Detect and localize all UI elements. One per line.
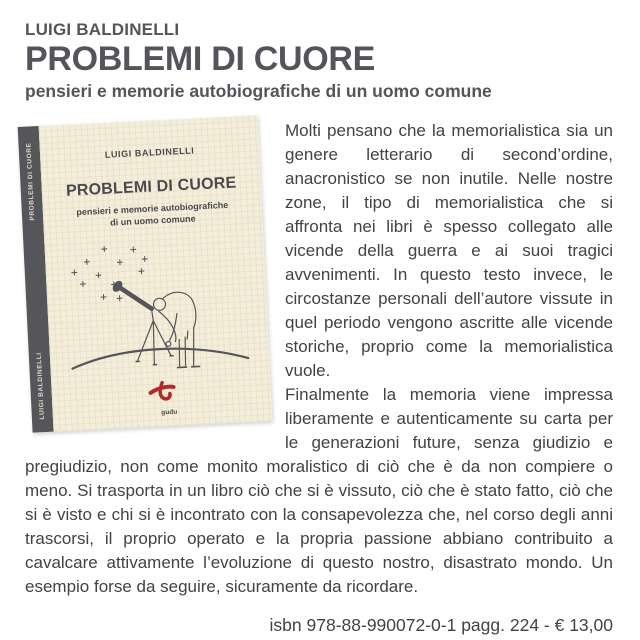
publisher-name: gudu (161, 408, 178, 417)
body-paragraph-1: Molti pensano che la memorialistica sia un genere letterario di second’ordine, anacronistico se non inutile. Nelle nostre zone, il tipo di memorialistica che si affronta nei libri è spesso collegato alle vicende della guerra e ai suoi tragici avvenimenti. In questo testo invece, le circostanze personali dell’autore vissute in quel periodo vengono ascritte alle vicende storiche, proprio come la memorialistica vuole. (285, 120, 613, 380)
publisher-logo (51, 375, 272, 431)
cover-subtitle-line2: di un uomo comune (109, 212, 196, 227)
cover-subtitle-line1: pensieri e memorie autobiografiche (76, 199, 229, 217)
body-text (25, 119, 613, 637)
telescope-illustration (52, 232, 263, 384)
header (25, 20, 613, 102)
book-cover-front (39, 115, 273, 431)
spine-title: PROBLEMI DI CUORE (24, 142, 36, 221)
author-name: LUIGI BALDINELLI (25, 20, 180, 39)
isbn-line: isbn 978-88-990072-0-1 pagg. 224 - € 13,00 (269, 614, 613, 635)
spine-author: LUIGI BALDINELLI (35, 351, 46, 420)
book-cover (25, 121, 273, 439)
cover-author: LUIGI BALDINELLI (104, 145, 195, 160)
page-title: PROBLEMI DI CUORE (25, 40, 376, 78)
cover-title: PROBLEMI DI CUORE (65, 174, 237, 200)
body-paragraph-2: Finalmente la memoria viene impressa liberamente e autenticamente su carta per le generazioni future, senza giudizio e pregiudizio, non come monito moralistico di ciò che è da non compiere o meno. Si trasporta in un libro ciò che si è vissuto, ciò che è stato fatto, ciò che si è visto e chi si è incontrato con la consapevolezza che, nel corso degli anni trascorsi, il proprio operato e la propria passione abbiano contribuito a cavalcare attivamente l’evoluzione di questo nostro, disastrato mondo. Un esempio forse da seguire, sicuramente da ricordare. (25, 384, 613, 596)
page-subtitle: pensieri e memorie autobiografiche di un uomo comune (25, 80, 492, 101)
book-cover-photo (18, 115, 273, 432)
